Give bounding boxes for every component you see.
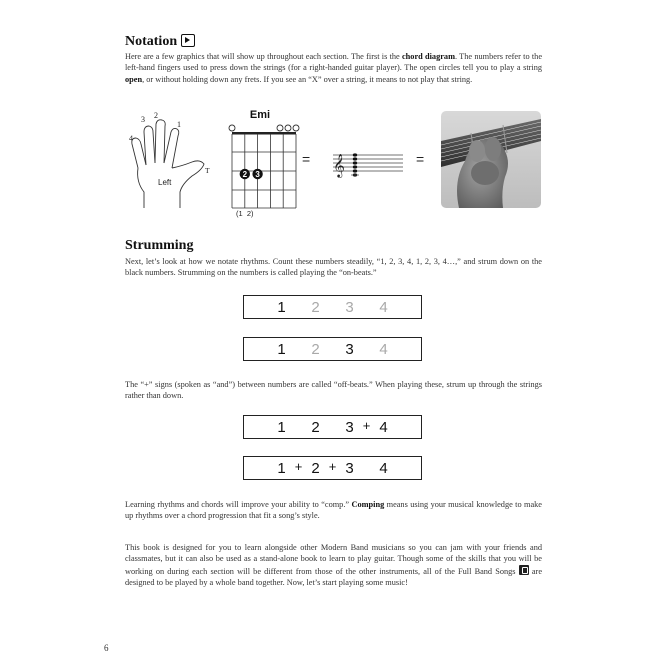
closing-paragraph bbox=[125, 542, 542, 588]
beat-number: 4 bbox=[379, 418, 388, 436]
hand-on-guitar-photo bbox=[441, 111, 541, 208]
page-number: 6 bbox=[104, 643, 109, 653]
open-string-circle bbox=[293, 125, 299, 131]
video-play-icon[interactable] bbox=[181, 34, 195, 47]
beat-number: 4 bbox=[379, 340, 388, 358]
open-string-circle bbox=[285, 125, 291, 131]
notation-heading bbox=[125, 34, 195, 50]
treble-clef-icon: 𝄞 bbox=[333, 153, 345, 177]
notation-paragraph: Here are a few graphics that will show up throughout each section. The first is the chord diagram. The numbers refer to the left-hand fingers used to press down the strings (for a right-handed guitar player). The open circles tell you to play a string open, or without holding down any frets. If you see an “X” over a string, it means to not play that string. bbox=[125, 52, 542, 84]
beat-number: 3 bbox=[345, 340, 354, 358]
equals-sign: = bbox=[416, 151, 425, 167]
closing-text-before-icon: This book is designed for you to learn alongside other Modern Band musicians so you can jam with your friends and classmates, but it can also be used as a stand-alone book to learn to play guitar. Though some of the skills that you will be working on during each section will be different from those of the other instruments, all of the Full Band Songs bbox=[125, 543, 542, 576]
rhythm-box bbox=[243, 456, 422, 480]
closing-text-after-icon: are designed to be played by a whole band together. Now, let’s start playing some music! bbox=[125, 566, 543, 587]
beat-number: 2 bbox=[311, 418, 320, 436]
notation-heading-text: Notation bbox=[125, 34, 178, 49]
beat-number: 1 bbox=[277, 298, 286, 316]
offbeat-plus: + bbox=[294, 459, 303, 474]
comping-paragraph: Learning rhythms and chords will improve your ability to “comp.” Comping means using your musical knowledge to make up rhythms over a chord progression that fit a song’s style. bbox=[125, 500, 542, 521]
offbeat-plus: + bbox=[328, 459, 337, 474]
finger-number-2: 2 bbox=[154, 111, 158, 120]
beat-number: 1 bbox=[277, 340, 286, 358]
equals-sign: = bbox=[302, 151, 311, 167]
finger-number-3: 3 bbox=[141, 115, 145, 124]
rhythm-box bbox=[243, 295, 422, 319]
hand-label: Left bbox=[158, 178, 172, 187]
thumb-label: T bbox=[205, 166, 210, 175]
beat-number: 2 bbox=[311, 340, 320, 358]
beat-number: 3 bbox=[345, 298, 354, 316]
open-string-circle bbox=[229, 125, 235, 131]
finger-dot-3: 3 bbox=[255, 170, 260, 180]
beat-number: 4 bbox=[379, 298, 388, 316]
chord-name: Emi bbox=[249, 109, 271, 121]
finger-number-1: 1 bbox=[177, 120, 181, 129]
left-hand-diagram bbox=[118, 110, 218, 210]
open-string-circle bbox=[277, 125, 283, 131]
finger-number-4: 4 bbox=[129, 134, 133, 143]
staff-notation bbox=[333, 146, 405, 184]
finger-dot-2: 2 bbox=[242, 170, 248, 180]
offbeats-paragraph: The “+” signs (spoken as “and”) between numbers are called “off-beats.” When playing these, strum up through the strings rather than down. bbox=[125, 380, 542, 401]
chord-fingering: (1 2) bbox=[236, 209, 254, 218]
beat-number: 2 bbox=[311, 459, 320, 477]
rhythm-box bbox=[243, 337, 422, 361]
beat-number: 1 bbox=[277, 418, 286, 436]
offbeat-plus: + bbox=[362, 418, 371, 433]
chord-diagram bbox=[224, 122, 300, 220]
strumming-heading: Strumming bbox=[125, 238, 194, 253]
beat-number: 1 bbox=[277, 459, 286, 477]
beat-number: 3 bbox=[345, 459, 354, 477]
beat-number: 2 bbox=[311, 298, 320, 316]
beat-number: 3 bbox=[345, 418, 354, 436]
beat-number: 4 bbox=[379, 459, 388, 477]
rhythm-box bbox=[243, 415, 422, 439]
full-band-song-icon bbox=[519, 565, 529, 575]
strumming-paragraph: Next, let’s look at how we notate rhythms. Count these numbers steadily, “1, 2, 3, 4, 1, 2, 3, 4…,” and strum down on the black numbers. Strumming on the numbers is called playing the “on-beats.” bbox=[125, 257, 542, 278]
